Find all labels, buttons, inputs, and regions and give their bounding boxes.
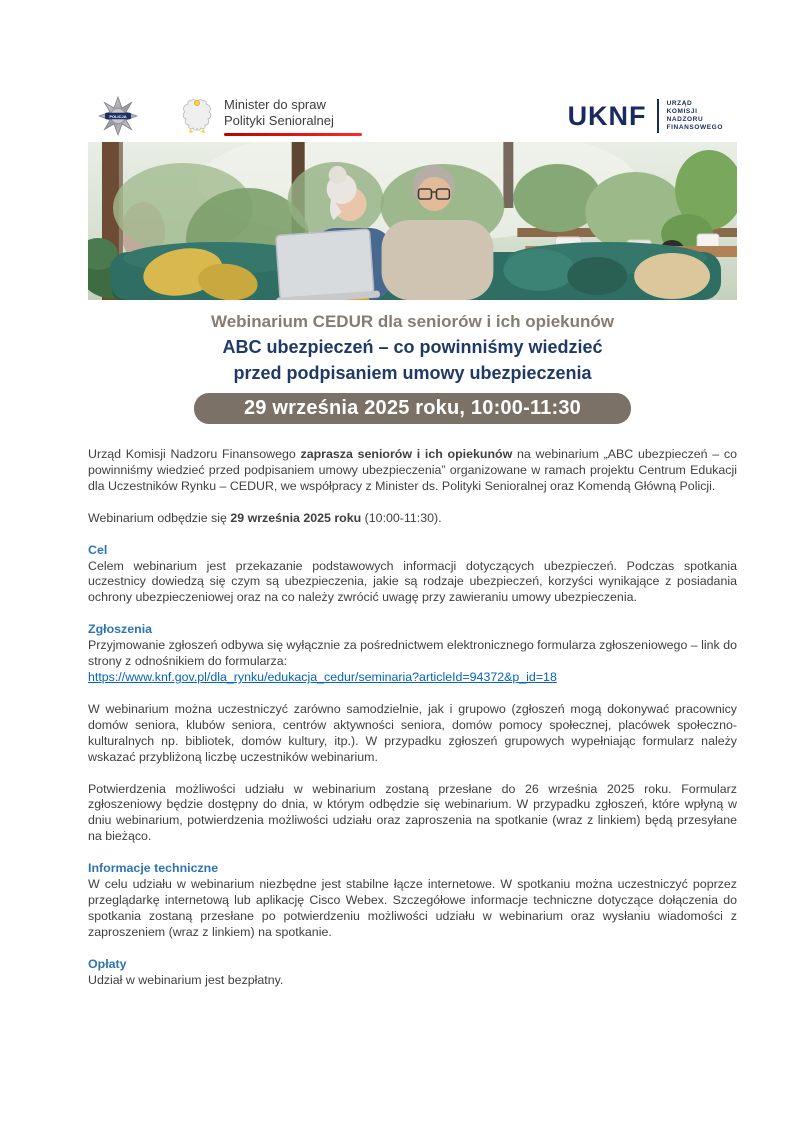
uknf-full-line: KOMISJI [666,108,698,115]
logo-band [88,90,737,142]
intro-p2-rest: (10:00-11:30). [361,510,442,525]
svg-text:POLICJA: POLICJA [109,113,127,119]
webinar-title-line1: ABC ubezpieczeń – co powinniśmy wiedzieć [222,337,603,357]
webinar-series-title: Webinarium CEDUR dla seniorów i ich opiekunów [210,312,614,331]
minister-logo-line2: Polityki Senioralnej [224,112,334,128]
uknf-full-line: URZĄD [666,100,693,107]
uknf-full-line: NADZORU [666,116,704,123]
registration-link-line [88,670,737,686]
zgloszenia-paragraph-1: Przyjmowanie zgłoszeń odbywa się wyłącznie za pośrednictwem elektronicznego formularza zgłoszeniowego – link do strony z odnośnikiem do formularza: [88,638,737,669]
section-heading-zgloszenia: Zgłoszenia [88,622,153,637]
eagle-emblem-icon [180,97,214,135]
title-block [88,310,737,424]
uknf-full-line: FINANSOWEGO [666,124,723,131]
intro-paragraph-2 [88,511,737,527]
intro-p2-start: Webinarium odbędzie się [88,510,231,525]
intro-p1-bold: zaprasza seniorów i ich opiekunów [300,447,513,461]
intro-paragraph-1 [88,447,737,495]
section-heading-cel: Cel [88,542,108,557]
minister-logo [180,97,362,136]
informacje-techniczne-paragraph: W celu udziału w webinarium niezbędne jest stabilne łącze internetowe. W spotkaniu można uczestniczyć poprzez przeglądarkę internetową lub aplikację Cisco Webex. Szczegółowe informacje techniczne dotyczące dołączenia do spotkania zostaną przesłane po potwierdzeniu możliwości udziału w webinarium oraz wysłaniu wiadomości z zaproszeniem (wraz z linkiem) na spotkanie. [88,877,737,939]
minister-logo-underline [224,133,362,136]
webinar-title-line2: przed podpisaniem umowy ubezpieczenia [233,363,592,383]
header-block [88,90,737,300]
zgloszenia-paragraph-2: W webinarium można uczestniczyć zarówno samodzielnie, jak i grupowo (zgłoszeń mogą dokonywać pracownicy domów seniora, klubów seniora, centrów aktywności seniora, domów pomocy społecznej, placówek społeczno-kulturalnych np. bibliotek, domów kultury, itp.). W przypadku zgłoszeń grupowych wypełniając formularz należy wskazać przybliżoną liczbę uczestników webinarium. [88,701,737,764]
uknf-acronym: UKNF [567,100,647,131]
intro-p1-start: Urząd Komisji Nadzoru Finansowego [88,447,301,461]
registration-form-link[interactable]: https://www.knf.gov.pl/dla_rynku/edukacja_cedur/seminaria?articleId=94372&p_id=18 [88,669,557,684]
police-badge-icon [98,95,138,137]
section-heading-informacje-techniczne: Informacje techniczne [88,861,219,876]
minister-logo-line1: Minister do spraw [224,96,326,112]
oplaty-paragraph: Udział w webinarium jest bezpłatny. [88,972,284,987]
uknf-logo-divider [657,99,659,133]
intro-p2-bold: 29 września 2025 roku [230,510,362,525]
date-banner: 29 września 2025 roku, 10:00-11:30 [194,393,631,424]
uknf-full-name [667,100,723,132]
intro-p1-rest: na webinarium „ABC ubezpieczeń – co powinniśmy wiedzieć przed podpisaniem umowy ubezpieczenia” organizowane w ramach projektu Centrum Edukacji dla Uczestników Rynku – CEDUR, we współpracy z Minister ds. Polityki Senioralnej oraz Komendą Główną Policji. [88,447,738,493]
section-heading-oplaty: Opłaty [88,956,127,971]
uknf-logo [568,99,723,133]
cel-paragraph: Celem webinarium jest przekazanie podstawowych informacji dotyczących ubezpieczeń. Podczas spotkania uczestnicy dowiedzą się czym są ubezpieczenia, jakie są rodzaje ubezpieczeń, korzyści wynikające z posiadania ochrony ubezpieczeniowej oraz na co należy zwrócić uwagę przy zawieraniu umowy ubezpieczenia. [88,558,737,605]
document-body [88,447,737,988]
zgloszenia-paragraph-3: Potwierdzenia możliwości udziału w webinarium zostaną przesłane do 26 września 2025 roku. Formularz zgłoszeniowy będzie dostępny do dnia, w którym odbędzie się webinarium. W przypadku zgłoszeń, które wpłyną w dniu webinarium, potwierdzenia możliwości udziału oraz zaproszenia na spotkanie (wraz z linkiem) będą przesyłane na bieżąco. [88,781,737,844]
header-photo-seniors-laptop [88,142,737,300]
